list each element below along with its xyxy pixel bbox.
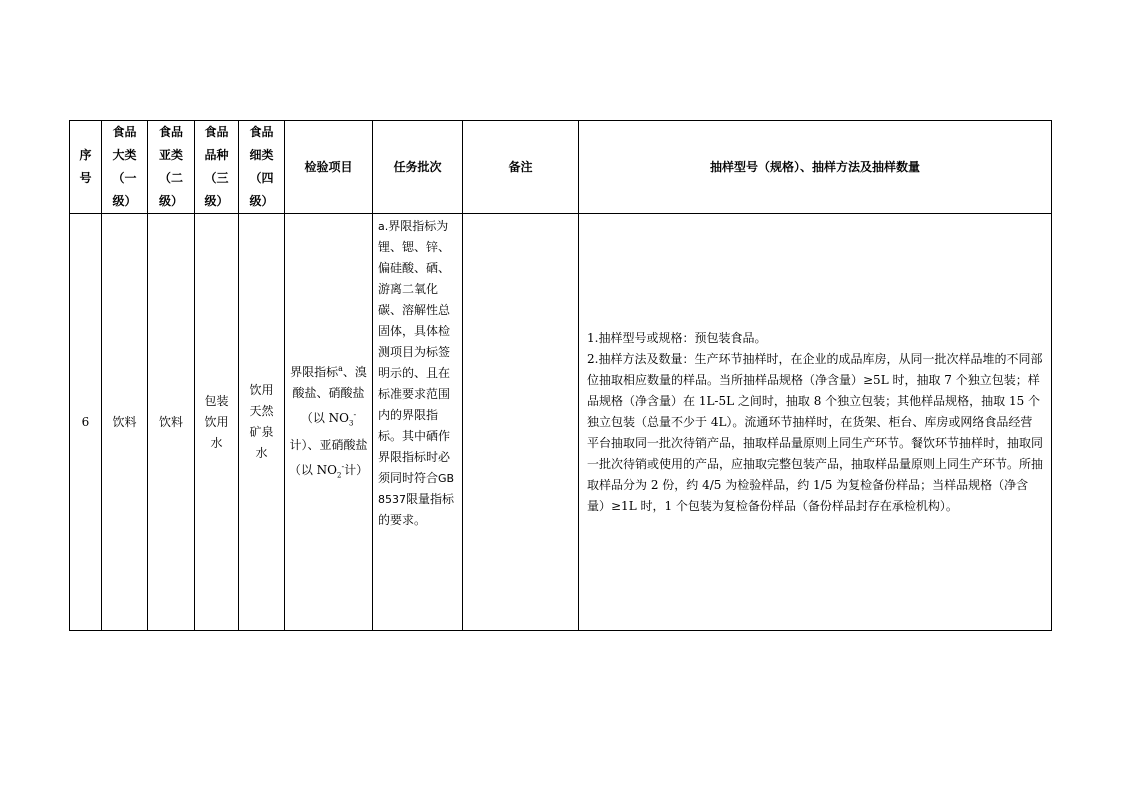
items-text-2: 、溴酸盐、硝酸盐（以 NO [292,365,367,426]
cell-remark [463,214,579,631]
header-method: 抽样型号（规格）、抽样方法及抽样数量 [579,121,1052,214]
cell-method [579,214,1052,631]
batch-text: 界限指标为锂、锶、锌、偏硅酸、硒、游离二氧化碳、溶解性总固体，具体检测项目为标签明示的、且在标准要求范围内的界限指标。其中硒作界限指标时必须同时符合 [378,219,451,485]
cell-batch [373,214,463,631]
method-paragraph-2: 2.抽样方法及数量：生产环节抽样时，在企业的成品库房，从同一批次样品堆的不同部位抽取相应数量的样品。当所抽样品规格（净含量）≥5L 时，抽取 7 个独立包装；样品规格（净含量）在 1L-5L 之间时，抽取 8 个独立包装；其他样品规格，抽取 15 个独立包装（总量不少于 4L）。流通环节抽样时，在货架、柜台、库房或网络食品经营平台抽取同一批次待销产品，抽取样品量原则上同生产环节。餐饮环节抽样时，抽取同一批次待销或使用的产品，应抽取完整包装产品，抽取样品量原则上同生产环节。所抽取样品分为 2 份，约 4/5 为检验样品，约 1/5 为复检备份样品；当样品规格（净含量）≥1L 时，1 个包装为复检备份样品（备份样品封存在承检机构）。 [587,351,1044,513]
items-text-3: 计）、亚硝酸盐（以 NO [288,437,368,477]
cell-cat1: 饮料 [102,214,148,631]
header-row [70,121,1052,214]
header-seq: 序号 [70,121,102,214]
batch-standard: GB8537 [378,472,455,506]
method-paragraph-1: 1.抽样型号或规格：预包装食品。 [587,330,767,345]
cell-cat2: 饮料 [148,214,195,631]
header-remark: 备注 [463,121,579,214]
items-sup-minus-2: - [341,461,345,471]
items-text-4: 计） [344,462,369,477]
cell-items [285,214,373,631]
header-cat1: 食品大类（一级） [102,121,148,214]
header-batch: 任务批次 [373,121,463,214]
table-row [70,214,1052,631]
header-cat3: 食品品种（三级） [195,121,239,214]
header-items: 检验项目 [285,121,373,214]
items-text-1: 界限指标 [290,365,339,380]
items-sub-2: 2 [336,470,342,479]
sampling-table [69,120,1052,631]
cell-cat4: 饮用天然矿泉水 [239,214,285,631]
header-cat2: 食品亚类（二级） [148,121,195,214]
batch-note-mark: a. [378,220,389,233]
cell-cat3: 包装饮用水 [195,214,239,631]
cell-seq: 6 [70,214,102,631]
items-sup-minus-1: - [353,410,357,420]
items-sup-a: a [338,364,343,374]
items-sub-3: 3 [348,419,354,428]
header-cat4: 食品细类（四级） [239,121,285,214]
batch-text-2: 限量指标的要求。 [378,492,455,527]
